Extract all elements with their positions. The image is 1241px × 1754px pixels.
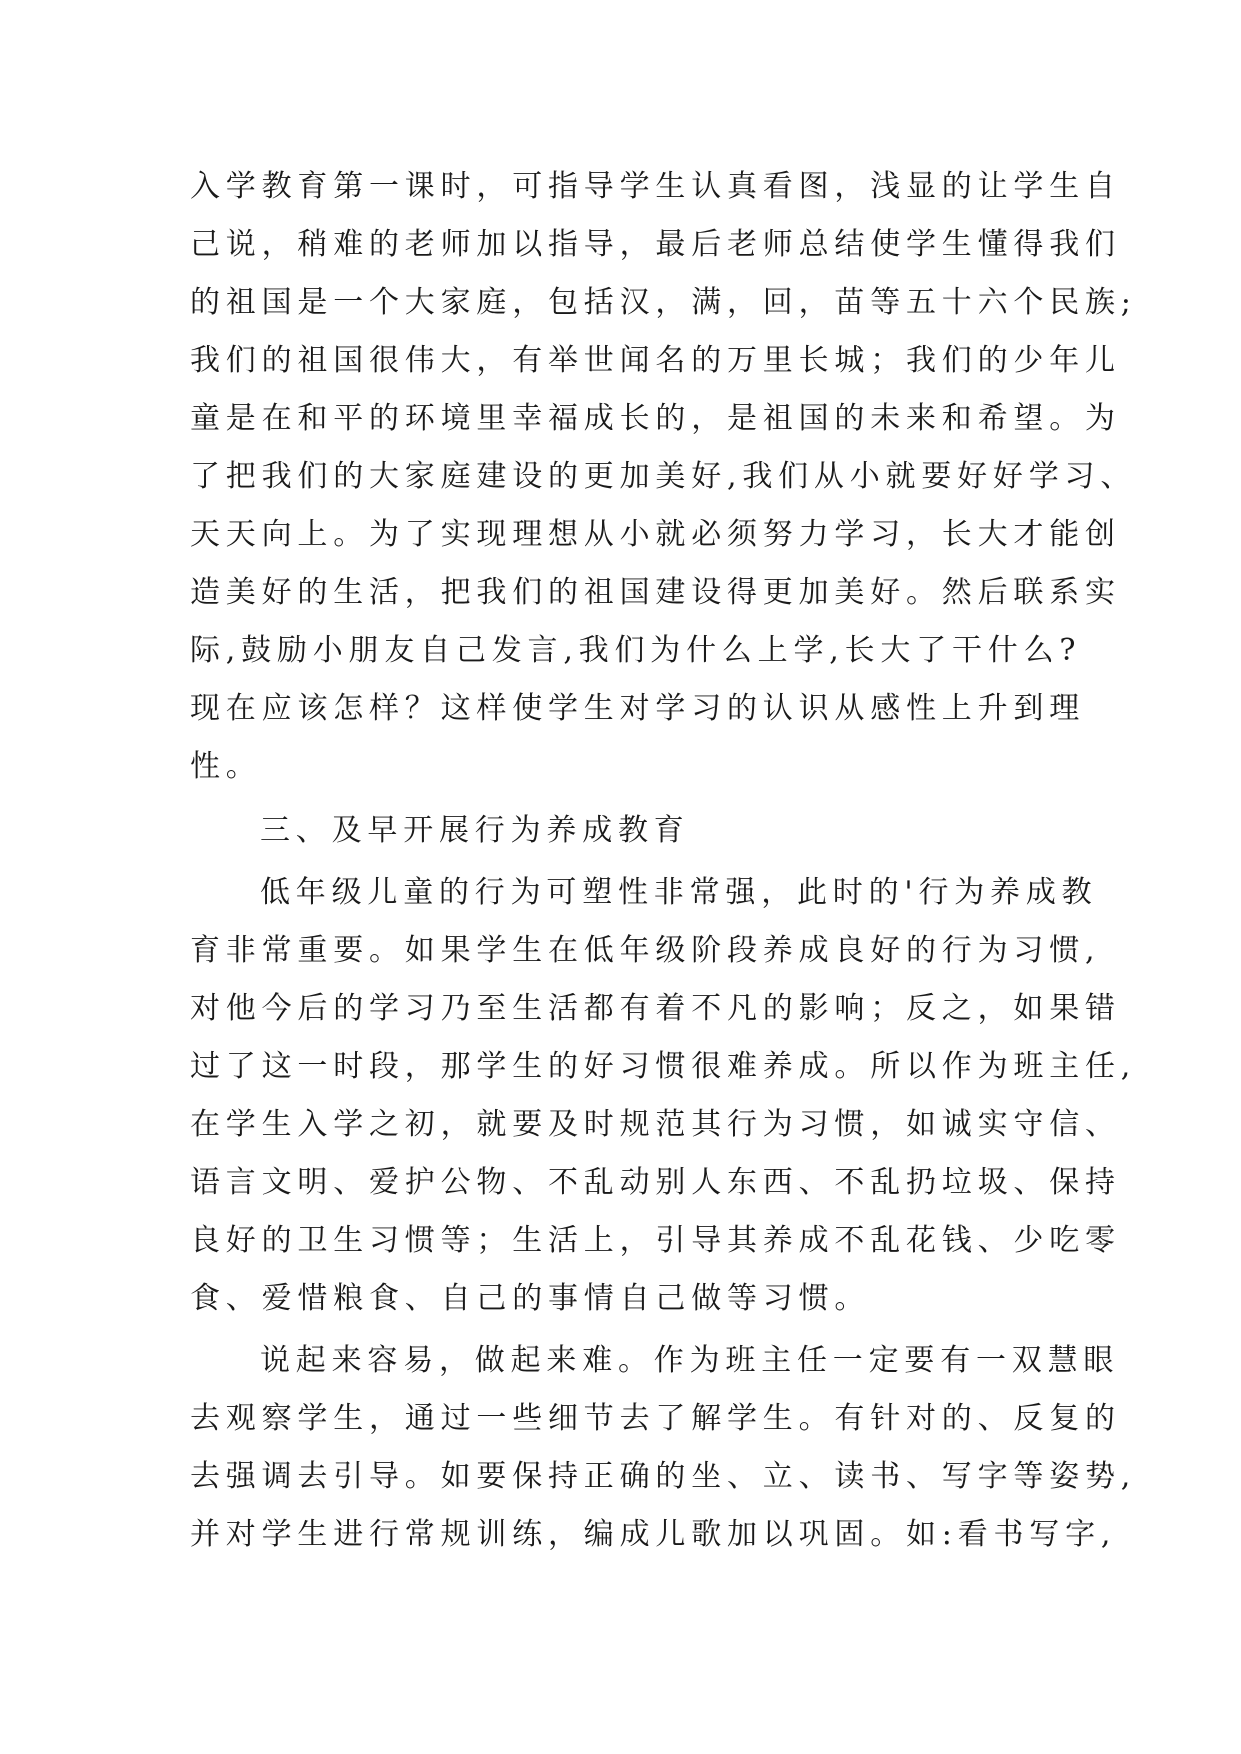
text-line: 去强调去引导。如要保持正确的坐、立、读书、写字等姿势, xyxy=(190,1459,1137,1494)
text-line: 良好的卫生习惯等；生活上，引导其养成不乱花钱、少吃零 xyxy=(190,1223,1121,1258)
text-line: 低年级儿童的行为可塑性非常强，此时的'行为养成教 xyxy=(260,875,1098,910)
text-line: 际,鼓励小朋友自己发言,我们为什么上学,长大了干什么? xyxy=(190,633,1082,668)
section-heading: 三、及早开展行为养成教育 xyxy=(260,813,690,848)
text-line: 性。 xyxy=(190,749,262,784)
text-line: 的祖国是一个大家庭，包括汉，满，回，苗等五十六个民族; xyxy=(190,285,1137,320)
section-heading-wrapper xyxy=(190,802,1070,860)
text-line: 过了这一时段，那学生的好习惯很难养成。所以作为班主任, xyxy=(190,1049,1137,1084)
text-line: 童是在和平的环境里幸福成长的，是祖国的未来和希望。为 xyxy=(190,401,1121,436)
text-line: 了把我们的大家庭建设的更加美好,我们从小就要好好学习、 xyxy=(190,459,1137,494)
text-line: 在学生入学之初，就要及时规范其行为习惯，如诚实守信、 xyxy=(190,1107,1121,1142)
text-line: 食、爱惜粮食、自己的事情自己做等习惯。 xyxy=(190,1281,871,1316)
text-line: 并对学生进行常规训练，编成儿歌加以巩固。如:看书写字, xyxy=(190,1517,1117,1552)
text-line: 去观察学生，通过一些细节去了解学生。有针对的、反复的 xyxy=(190,1401,1121,1436)
text-line: 说起来容易，做起来难。作为班主任一定要有一双慧眼 xyxy=(260,1343,1120,1378)
text-line: 对他今后的学习乃至生活都有着不凡的影响；反之，如果错 xyxy=(190,991,1121,1026)
text-line: 己说，稍难的老师加以指导，最后老师总结使学生懂得我们 xyxy=(190,227,1121,262)
text-line: 我们的祖国很伟大，有举世闻名的万里长城；我们的少年儿 xyxy=(190,343,1121,378)
text-line: 入学教育第一课时，可指导学生认真看图，浅显的让学生自 xyxy=(190,169,1121,204)
document-body xyxy=(190,158,1137,1564)
paragraph-1 xyxy=(190,158,1137,796)
text-line: 造美好的生活，把我们的祖国建设得更加美好。然后联系实 xyxy=(190,575,1121,610)
text-line: 天天向上。为了实现理想从小就必须努力学习，长大才能创 xyxy=(190,517,1121,552)
text-line: 育非常重要。如果学生在低年级阶段养成良好的行为习惯, xyxy=(190,933,1101,968)
text-line: 语言文明、爱护公物、不乱动别人东西、不乱扔垃圾、保持 xyxy=(190,1165,1121,1200)
paragraph-2 xyxy=(190,864,1137,1328)
text-line: 现在应该怎样？这样使学生对学习的认识从感性上升到理 xyxy=(190,691,1085,726)
paragraph-3 xyxy=(190,1332,1137,1564)
